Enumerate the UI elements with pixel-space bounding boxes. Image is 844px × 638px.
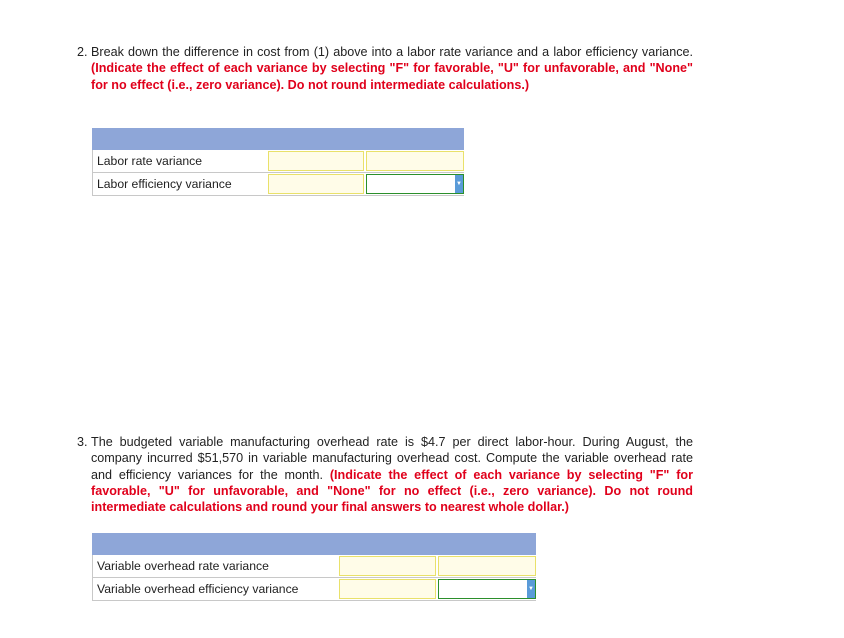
question-instruction: (Indicate the effect of each variance by selecting "F" for favorable, "U" for unfavorable, and "None" for no effect (i.e., zero variance). Do not round intermediate calculations.)	[91, 61, 693, 92]
question-number: 2.	[77, 45, 88, 59]
overhead-rate-amount-input[interactable]	[339, 556, 436, 576]
question-number: 3.	[77, 435, 88, 449]
table-row	[92, 150, 464, 173]
table-header	[92, 533, 536, 555]
dropdown-arrow-icon[interactable]: ▼	[527, 580, 535, 598]
labor-efficiency-effect-select[interactable]	[366, 174, 464, 194]
table-row	[92, 555, 536, 578]
labor-rate-effect-select[interactable]	[366, 151, 464, 171]
labor-rate-amount-input[interactable]	[268, 151, 364, 171]
question-instruction: (Indicate the effect of each variance by selecting "F" for favorable, "U" for unfavorable, and "None" for no effect (i.e., zero variance). Do not round intermediate calculations and round your final answers to nearest whole dollar.)	[91, 467, 693, 515]
labor-efficiency-amount-input[interactable]	[268, 174, 364, 194]
question-3	[77, 434, 693, 515]
row-label: Labor rate variance	[92, 150, 267, 172]
question-text: The budgeted variable manufacturing overhead rate is $4.7 per direct labor-hour. During August, the company incurred $51,570 in variable manufacturing overhead cost. Compute the variable overhead rate and efficiency variances for the month.	[91, 435, 693, 482]
row-label: Variable overhead efficiency variance	[92, 578, 338, 600]
table-row	[92, 173, 464, 196]
overhead-efficiency-effect-select[interactable]	[438, 579, 536, 599]
question-2	[77, 44, 693, 93]
overhead-rate-effect-select[interactable]	[438, 556, 536, 576]
dropdown-arrow-icon[interactable]: ▼	[455, 175, 463, 193]
row-label: Labor efficiency variance	[92, 173, 267, 195]
overhead-efficiency-amount-input[interactable]	[339, 579, 436, 599]
table-row	[92, 578, 536, 601]
table-header	[92, 128, 464, 150]
row-label: Variable overhead rate variance	[92, 555, 338, 577]
question-text: Break down the difference in cost from (1) above into a labor rate variance and a labor efficiency variance.	[91, 45, 693, 59]
